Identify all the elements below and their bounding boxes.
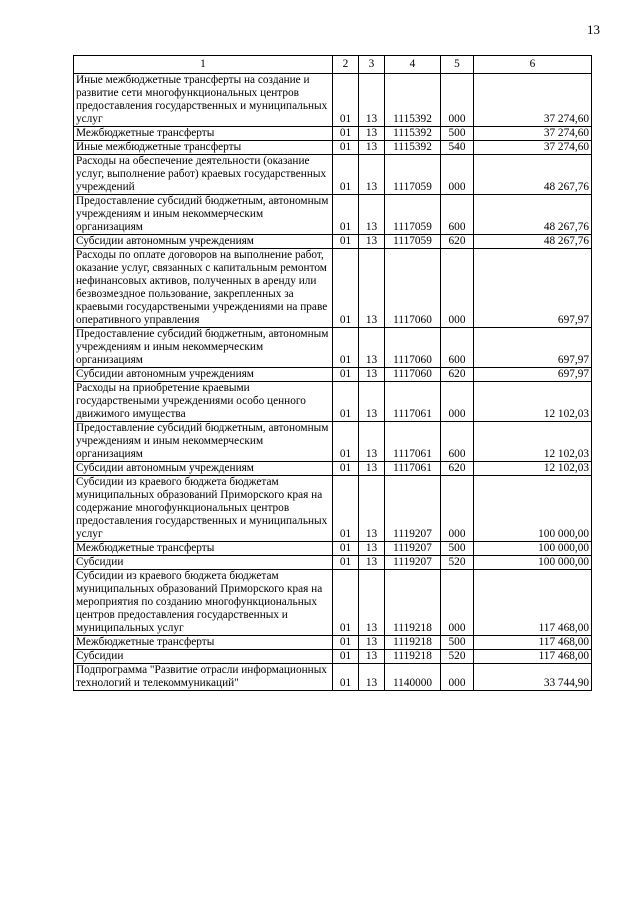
row-name-cell: Расходы по оплате договоров на выполнение работ, оказание услуг, связанных с капитальным ремонтом нефинансовых активов, полученных в аренду или безвозмездное пользование, закрепленных за краевыми государствеными учреждениями на праве оперативного управления: [74, 249, 333, 328]
column-header: 5: [441, 56, 474, 74]
row-name-cell: Предоставление субсидий бюджетным, автономным учреждениям и иным некоммерческим организациям: [74, 195, 333, 235]
table-row: [74, 636, 592, 650]
amount-cell: 697,97: [474, 368, 592, 382]
subsection-code-cell: 13: [359, 650, 385, 664]
section-code-cell: 01: [333, 235, 359, 249]
table-row: [74, 542, 592, 556]
amount-cell: 37 274,60: [474, 74, 592, 127]
expense-type-cell: 620: [441, 368, 474, 382]
column-header: 2: [333, 56, 359, 74]
section-code-cell: 01: [333, 462, 359, 476]
expense-type-cell: 500: [441, 636, 474, 650]
expense-type-cell: 000: [441, 382, 474, 422]
subsection-code-cell: 13: [359, 235, 385, 249]
target-article-cell: 1117061: [385, 422, 441, 462]
amount-cell: 697,97: [474, 328, 592, 368]
subsection-code-cell: 13: [359, 556, 385, 570]
subsection-code-cell: 13: [359, 570, 385, 636]
table-row: [74, 195, 592, 235]
target-article-cell: 1119207: [385, 556, 441, 570]
expense-type-cell: 000: [441, 249, 474, 328]
section-code-cell: 01: [333, 368, 359, 382]
target-article-cell: 1117060: [385, 249, 441, 328]
expense-type-cell: 600: [441, 422, 474, 462]
target-article-cell: 1117060: [385, 328, 441, 368]
amount-cell: 37 274,60: [474, 141, 592, 155]
target-article-cell: 1117059: [385, 195, 441, 235]
amount-cell: 100 000,00: [474, 542, 592, 556]
row-name-cell: Межбюджетные трансферты: [74, 636, 333, 650]
amount-cell: 33 744,90: [474, 664, 592, 691]
amount-cell: 12 102,03: [474, 422, 592, 462]
row-name-cell: Субсидии: [74, 556, 333, 570]
target-article-cell: 1117061: [385, 462, 441, 476]
target-article-cell: 1117059: [385, 235, 441, 249]
subsection-code-cell: 13: [359, 368, 385, 382]
page-number: 13: [587, 22, 600, 37]
target-article-cell: 1119218: [385, 650, 441, 664]
subsection-code-cell: 13: [359, 127, 385, 141]
table-row: [74, 556, 592, 570]
target-article-cell: 1117060: [385, 368, 441, 382]
expense-type-cell: 000: [441, 664, 474, 691]
subsection-code-cell: 13: [359, 328, 385, 368]
section-code-cell: 01: [333, 141, 359, 155]
subsection-code-cell: 13: [359, 155, 385, 195]
expense-type-cell: 600: [441, 328, 474, 368]
subsection-code-cell: 13: [359, 422, 385, 462]
expense-type-cell: 500: [441, 127, 474, 141]
amount-cell: 117 468,00: [474, 570, 592, 636]
section-code-cell: 01: [333, 155, 359, 195]
amount-cell: 117 468,00: [474, 650, 592, 664]
target-article-cell: 1119218: [385, 570, 441, 636]
subsection-code-cell: 13: [359, 382, 385, 422]
table-row: [74, 74, 592, 127]
amount-cell: 48 267,76: [474, 235, 592, 249]
expense-type-cell: 540: [441, 141, 474, 155]
expense-type-cell: 620: [441, 235, 474, 249]
amount-cell: 48 267,76: [474, 155, 592, 195]
section-code-cell: 01: [333, 249, 359, 328]
row-name-cell: Субсидии автономным учреждениям: [74, 462, 333, 476]
subsection-code-cell: 13: [359, 195, 385, 235]
table-body: [74, 74, 592, 691]
table-row: [74, 141, 592, 155]
table-row: [74, 664, 592, 691]
expense-type-cell: 620: [441, 462, 474, 476]
section-code-cell: 01: [333, 556, 359, 570]
target-article-cell: 1115392: [385, 74, 441, 127]
row-name-cell: Субсидии: [74, 650, 333, 664]
subsection-code-cell: 13: [359, 664, 385, 691]
column-header: 3: [359, 56, 385, 74]
subsection-code-cell: 13: [359, 476, 385, 542]
table-row: [74, 476, 592, 542]
amount-cell: 100 000,00: [474, 476, 592, 542]
amount-cell: 100 000,00: [474, 556, 592, 570]
budget-table: [73, 55, 592, 691]
section-code-cell: 01: [333, 382, 359, 422]
row-name-cell: Межбюджетные трансферты: [74, 127, 333, 141]
amount-cell: 48 267,76: [474, 195, 592, 235]
section-code-cell: 01: [333, 74, 359, 127]
amount-cell: 117 468,00: [474, 636, 592, 650]
table-row: [74, 382, 592, 422]
target-article-cell: 1115392: [385, 141, 441, 155]
table-row: [74, 235, 592, 249]
section-code-cell: 01: [333, 570, 359, 636]
table-row: [74, 650, 592, 664]
expense-type-cell: 500: [441, 542, 474, 556]
row-name-cell: Расходы на приобретение краевыми государствеными учреждениями особо ценного движимого имущества: [74, 382, 333, 422]
row-name-cell: Иные межбюджетные трансферты на создание и развитие сети многофункциональных центров предоставления государственных и муниципальных услуг: [74, 74, 333, 127]
row-name-cell: Межбюджетные трансферты: [74, 542, 333, 556]
expense-type-cell: 520: [441, 556, 474, 570]
table-row: [74, 462, 592, 476]
row-name-cell: Субсидии автономным учреждениям: [74, 368, 333, 382]
subsection-code-cell: 13: [359, 462, 385, 476]
expense-type-cell: 520: [441, 650, 474, 664]
table-row: [74, 249, 592, 328]
column-header: 4: [385, 56, 441, 74]
amount-cell: 12 102,03: [474, 382, 592, 422]
row-name-cell: Предоставление субсидий бюджетным, автономным учреждениям и иным некоммерческим организациям: [74, 328, 333, 368]
subsection-code-cell: 13: [359, 249, 385, 328]
section-code-cell: 01: [333, 328, 359, 368]
section-code-cell: 01: [333, 476, 359, 542]
table-header-row: [74, 56, 592, 74]
section-code-cell: 01: [333, 422, 359, 462]
row-name-cell: Субсидии из краевого бюджета бюджетам муниципальных образований Приморского края на содержание многофункциональных центров предоставления государственных и муниципальных услуг: [74, 476, 333, 542]
section-code-cell: 01: [333, 636, 359, 650]
row-name-cell: Субсидии автономным учреждениям: [74, 235, 333, 249]
section-code-cell: 01: [333, 195, 359, 235]
expense-type-cell: 000: [441, 570, 474, 636]
amount-cell: 12 102,03: [474, 462, 592, 476]
table-row: [74, 328, 592, 368]
section-code-cell: 01: [333, 650, 359, 664]
target-article-cell: 1140000: [385, 664, 441, 691]
section-code-cell: 01: [333, 542, 359, 556]
row-name-cell: Расходы на обеспечение деятельности (оказание услуг, выполнение работ) краевых государственных учреждений: [74, 155, 333, 195]
section-code-cell: 01: [333, 127, 359, 141]
row-name-cell: Субсидии из краевого бюджета бюджетам муниципальных образований Приморского края на мероприятия по созданию многофункциональных центров предоставления государственных и муниципальных услуг: [74, 570, 333, 636]
row-name-cell: Иные межбюджетные трансферты: [74, 141, 333, 155]
table-row: [74, 127, 592, 141]
subsection-code-cell: 13: [359, 542, 385, 556]
amount-cell: 697,97: [474, 249, 592, 328]
table-row: [74, 155, 592, 195]
row-name-cell: Подпрограмма "Развитие отрасли информационных технологий и телекоммуникаций": [74, 664, 333, 691]
section-code-cell: 01: [333, 664, 359, 691]
expense-type-cell: 000: [441, 476, 474, 542]
target-article-cell: 1117059: [385, 155, 441, 195]
row-name-cell: Предоставление субсидий бюджетным, автономным учреждениям и иным некоммерческим организациям: [74, 422, 333, 462]
table-row: [74, 368, 592, 382]
target-article-cell: 1119207: [385, 476, 441, 542]
subsection-code-cell: 13: [359, 74, 385, 127]
column-header: 1: [74, 56, 333, 74]
column-header: 6: [474, 56, 592, 74]
table-row: [74, 422, 592, 462]
expense-type-cell: 000: [441, 155, 474, 195]
target-article-cell: 1115392: [385, 127, 441, 141]
amount-cell: 37 274,60: [474, 127, 592, 141]
target-article-cell: 1117061: [385, 382, 441, 422]
table-row: [74, 570, 592, 636]
subsection-code-cell: 13: [359, 141, 385, 155]
expense-type-cell: 000: [441, 74, 474, 127]
expense-type-cell: 600: [441, 195, 474, 235]
target-article-cell: 1119218: [385, 636, 441, 650]
subsection-code-cell: 13: [359, 636, 385, 650]
target-article-cell: 1119207: [385, 542, 441, 556]
